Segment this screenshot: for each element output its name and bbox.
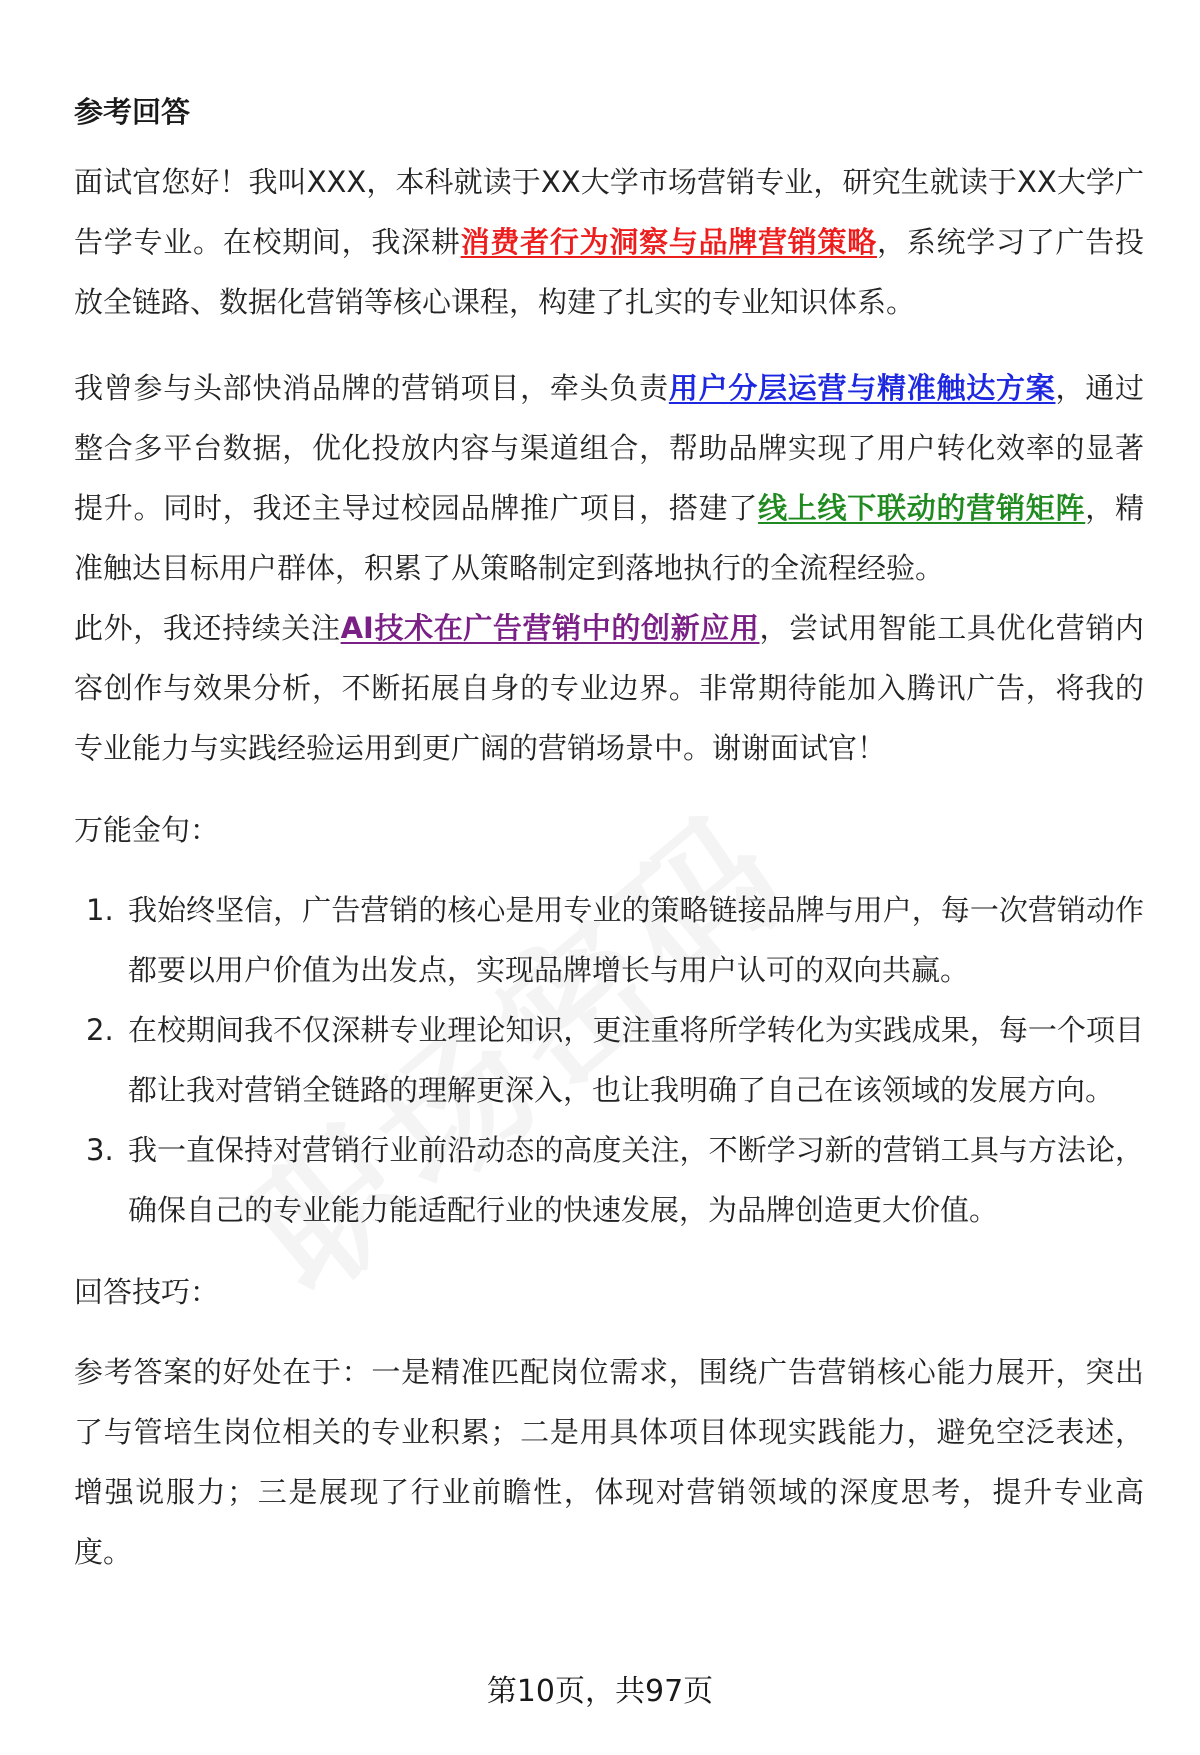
section-heading: 参考回答 bbox=[74, 95, 191, 129]
list-item bbox=[74, 1120, 1144, 1240]
list-item bbox=[74, 880, 1144, 1000]
document-page bbox=[74, 82, 1144, 1582]
highlight-user-segmentation: 用户分层运营与精准触达方案 bbox=[668, 371, 1056, 405]
list-number: 2. bbox=[86, 1013, 114, 1047]
list-text: 我始终坚信，广告营销的核心是用专业的策略链接品牌与用户，每一次营销动作都要以用户价值为出发点，实现品牌增长与用户认可的双向共赢。 bbox=[128, 893, 1144, 987]
intro-paragraph-education bbox=[74, 152, 1144, 332]
list-number: 1. bbox=[86, 893, 114, 927]
list-text: 在校期间我不仅深耕专业理论知识，更注重将所学转化为实践成果，每一个项目都让我对营销全链路的理解更深入，也让我明确了自己在该领域的发展方向。 bbox=[128, 1013, 1144, 1107]
text-run: 我曾参与头部快消品牌的营销项目，牵头负责 bbox=[74, 371, 669, 405]
golden-sentences-label: 万能金句： bbox=[74, 813, 220, 847]
answer-tips-paragraph: 参考答案的好处在于：一是精准匹配岗位需求，围绕广告营销核心能力展开，突出了与管培生岗位相关的专业积累；二是用具体项目体现实践能力，避免空泛表述，增强说服力；三是展现了行业前瞻性，体现对营销领域的深度思考，提升专业高度。 bbox=[74, 1355, 1144, 1569]
page-number: 第10页，共97页 bbox=[486, 1674, 714, 1709]
text-run: ，精准触达目标用户群体，积累了从策略制定到落地执行的全流程经验。 bbox=[74, 491, 1144, 585]
text-run: ，通过整合多平台数据，优化投放内容与渠道组合，帮助品牌实现了用户转化效率的显著提升。同时，我还主导过校园品牌推广项目，搭建了 bbox=[74, 371, 1144, 525]
text-run: 面试官您好！我叫XXX，本科就读于XX大学市场营销专业，研究生就读于XX大学广告学专业。在校期间，我深耕 bbox=[74, 165, 1144, 259]
text-run: ，系统学习了广告投放全链路、数据化营销等核心课程，构建了扎实的专业知识体系。 bbox=[74, 225, 1144, 319]
list-item bbox=[74, 1000, 1144, 1120]
list-number: 3. bbox=[86, 1133, 114, 1167]
list-text: 我一直保持对营销行业前沿动态的高度关注，不断学习新的营销工具与方法论，确保自己的专业能力能适配行业的快速发展，为品牌创造更大价值。 bbox=[128, 1133, 1144, 1227]
highlight-ai-innovation: AI技术在广告营销中的创新应用 bbox=[340, 611, 760, 645]
text-run: ，尝试用智能工具优化营销内容创作与效果分析，不断拓展自身的专业边界。非常期待能加入腾讯广告，将我的专业能力与实践经验运用到更广阔的营销场景中。谢谢面试官！ bbox=[74, 611, 1144, 765]
text-run: 此外，我还持续关注 bbox=[74, 611, 341, 645]
intro-paragraph-projects bbox=[74, 358, 1144, 598]
intro-paragraph-ai bbox=[74, 598, 1144, 778]
golden-sentences-list bbox=[74, 880, 1144, 1240]
answer-tips-label: 回答技巧： bbox=[74, 1275, 220, 1309]
highlight-online-offline-matrix: 线上线下联动的营销矩阵 bbox=[758, 491, 1086, 525]
highlight-consumer-insight: 消费者行为洞察与品牌营销策略 bbox=[460, 225, 878, 259]
